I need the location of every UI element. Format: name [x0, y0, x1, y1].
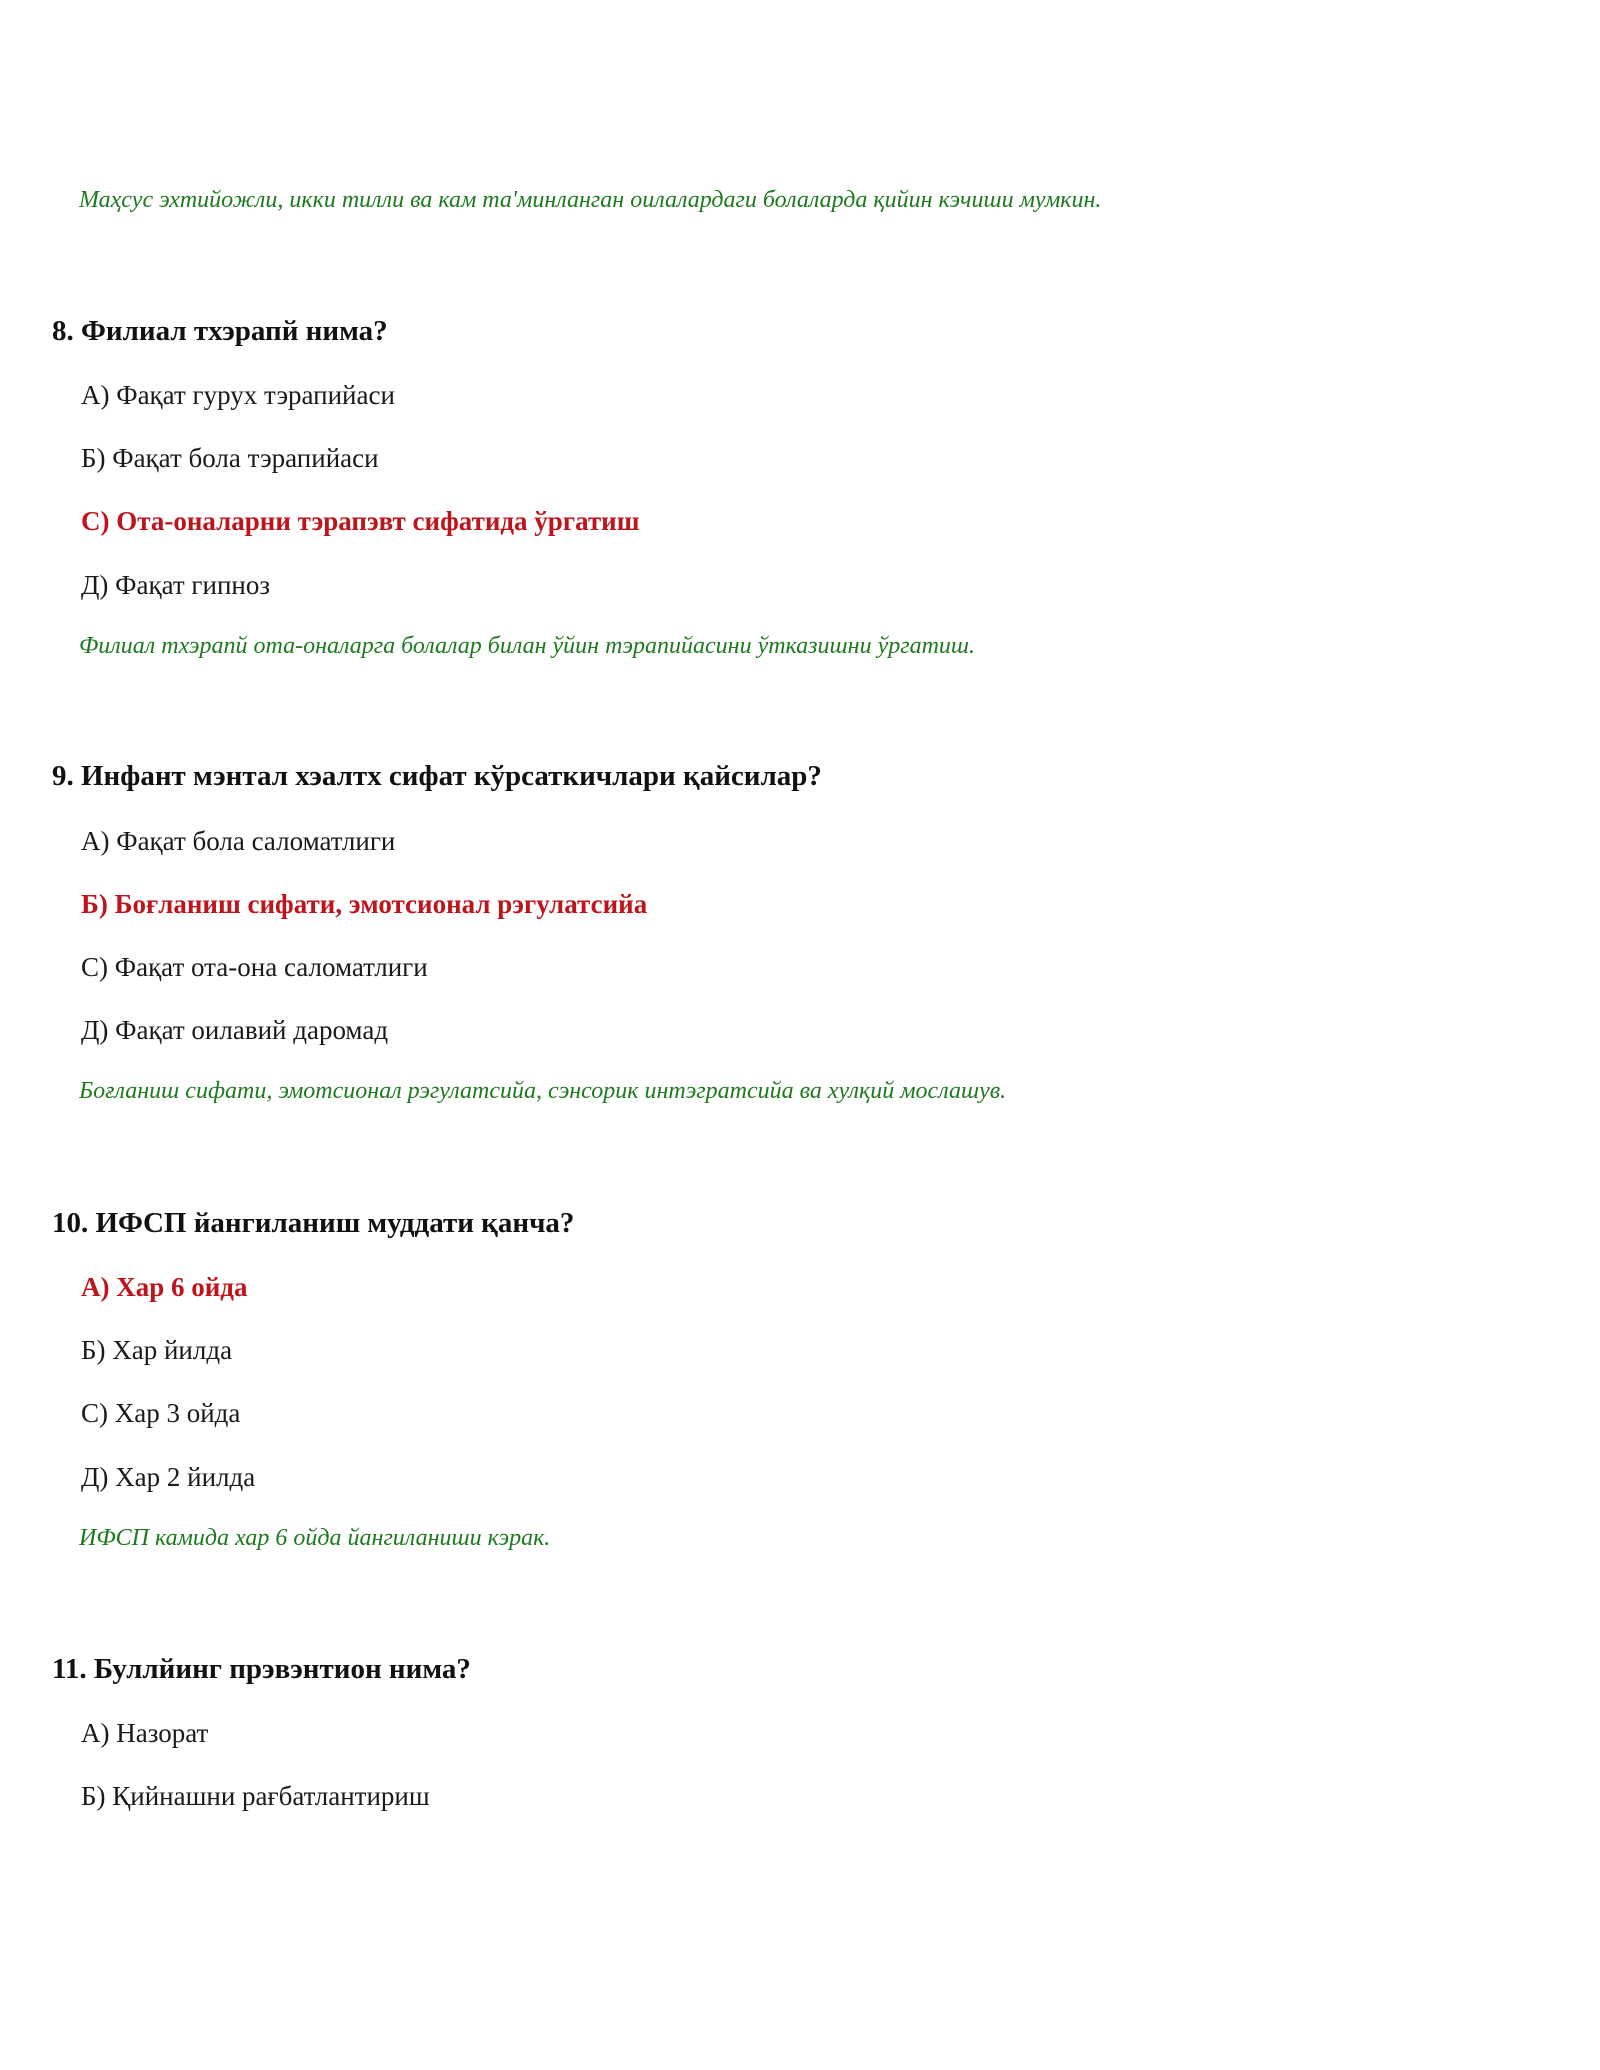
- question-9-explanation: Боғланиш сифати, эмотсионал рэгулатсийа, сэнсорик интэгратсийа ва хулқий мослашув.: [79, 1078, 1007, 1104]
- question-10-title: 10. ИФСП йангиланиш муддати қанча?: [52, 1207, 575, 1239]
- question-11-title: 11. Буллйинг прэвэнтион нима?: [52, 1653, 471, 1685]
- question-8-explanation: Филиал тхэрапй ота-оналарга болалар билан ўйин тэрапийасини ўтказишни ўргатиш.: [79, 633, 976, 659]
- question-10-option-d: Д) Хар 2 йилда: [81, 1462, 256, 1492]
- question-8-option-b: Б) Фақат бола тэрапийаси: [81, 443, 379, 473]
- question-8-option-d: Д) Фақат гипноз: [81, 570, 271, 600]
- question-10-explanation: ИФСП камида хар 6 ойда йангиланиши кэрак.: [79, 1525, 551, 1551]
- question-10-option-b: Б) Хар йилда: [81, 1335, 233, 1365]
- question-8-option-a: А) Фақат гурух тэрапийаси: [81, 380, 395, 410]
- question-9-option-b-correct: Б) Боғланиш сифати, эмотсионал рэгулатсийа: [81, 889, 648, 919]
- question-10-option-a-correct: А) Хар 6 ойда: [81, 1272, 248, 1302]
- question-8-option-c-correct: С) Ота-оналарни тэрапэвт сифатида ўргатиш: [81, 506, 640, 536]
- intro-explanation: Маҳсус эхтийожли, икки тилли ва кам та'минланган оилалардаги болаларда қийин кэчиши мумкин.: [79, 187, 1102, 213]
- question-9-option-d: Д) Фақат оилавий даромад: [81, 1015, 389, 1045]
- question-11-option-b: Б) Қийнашни рағбатлантириш: [81, 1781, 430, 1811]
- question-9-title: 9. Инфант мэнтал хэалтх сифат кўрсаткичлари қайсилар?: [52, 760, 822, 792]
- question-10-option-c: С) Хар 3 ойда: [81, 1398, 241, 1428]
- question-8-title: 8. Филиал тхэрапй нима?: [52, 315, 388, 347]
- question-11-option-a: А) Назорат: [81, 1718, 209, 1748]
- question-9-option-c: С) Фақат ота-она саломатлиги: [81, 952, 428, 982]
- question-9-option-a: А) Фақат бола саломатлиги: [81, 826, 396, 856]
